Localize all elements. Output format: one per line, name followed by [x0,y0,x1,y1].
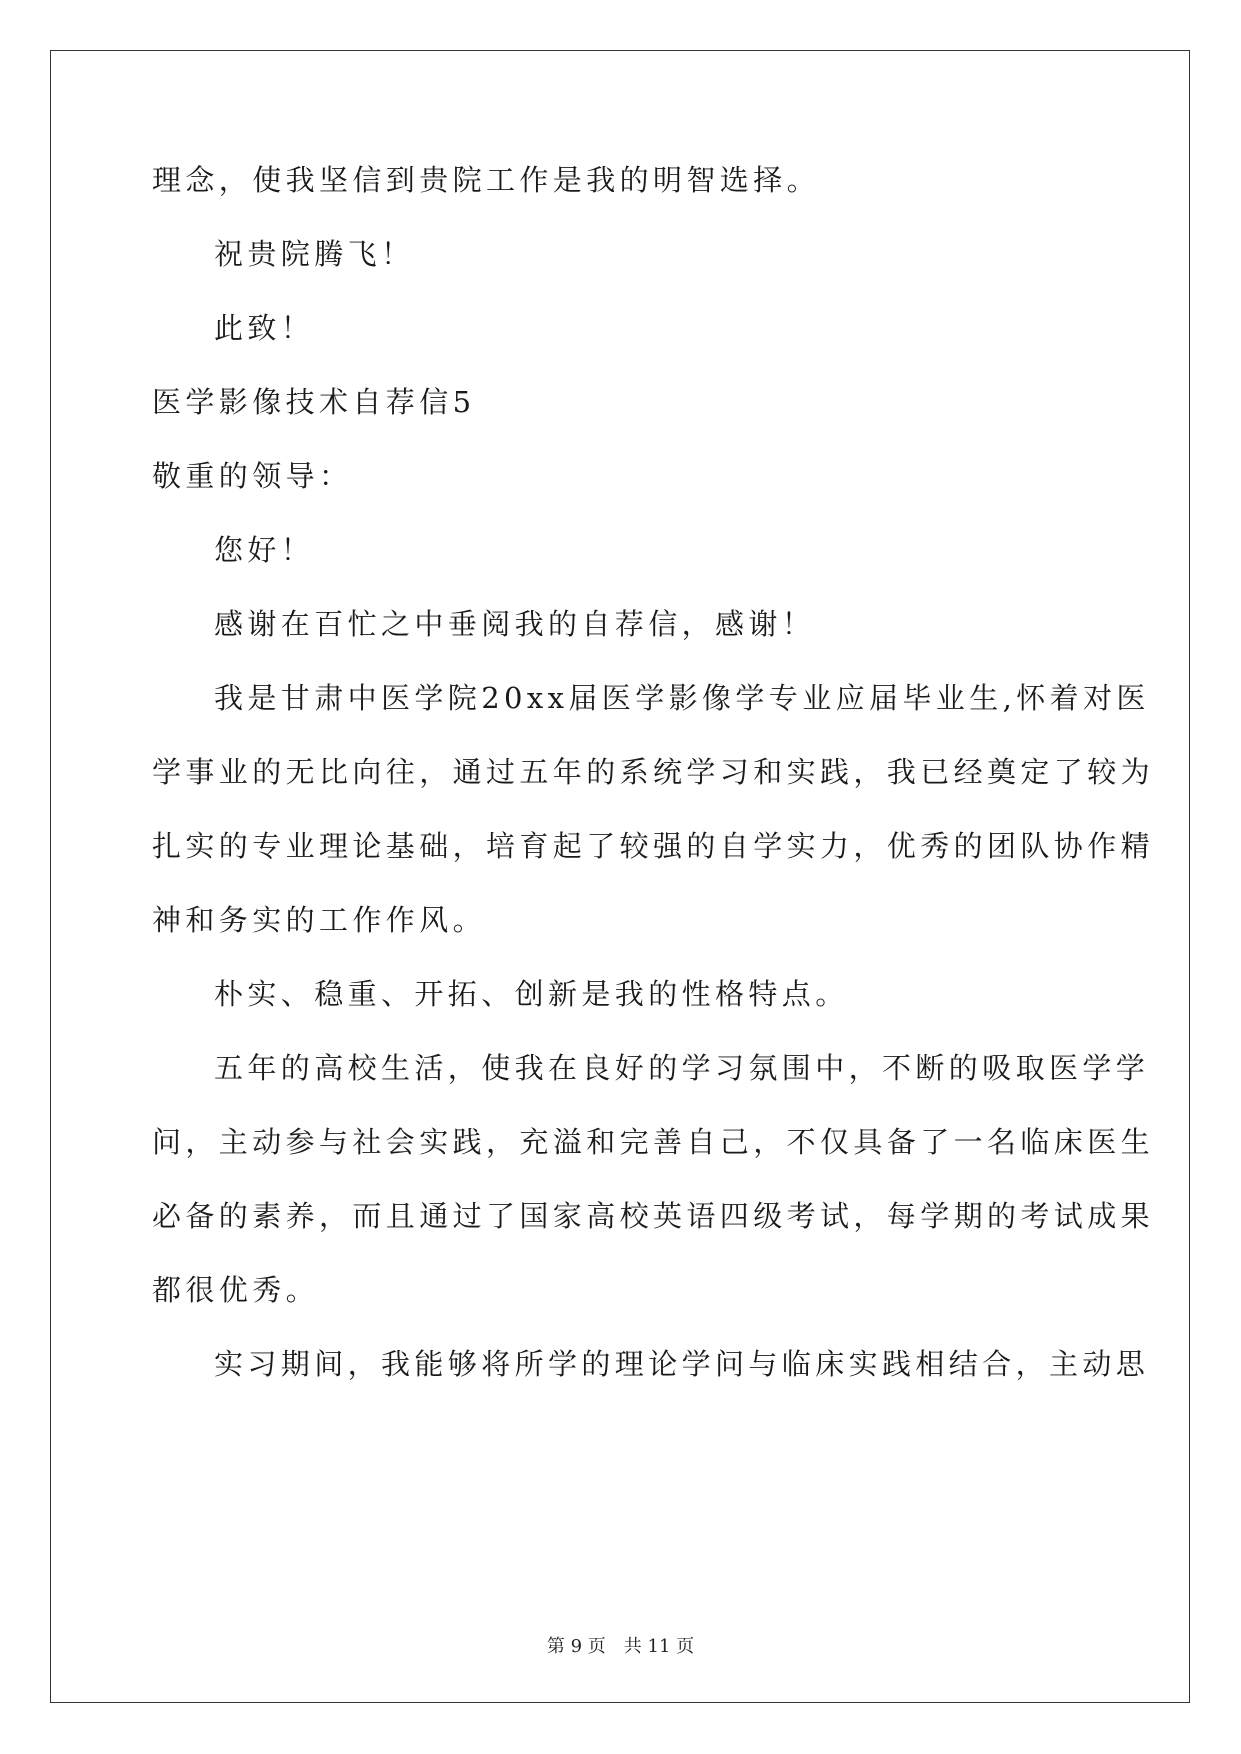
text-line: 感谢在百忙之中垂阅我的自荐信，感谢！ [214,607,816,641]
text-line: 祝贵院腾飞！ [214,237,415,271]
text-line: 扎实的专业理论基础，培育起了较强的自学实力，优秀的团队协作精 [152,829,1155,863]
text-line: 都很优秀。 [152,1273,320,1307]
text-line: 此致！ [214,311,315,345]
greeting: 您好！ [214,533,315,567]
text-line: 必备的素养，而且通过了国家高校英语四级考试，每学期的考试成果 [152,1199,1155,1233]
text-line: 神和务实的工作作风。 [152,903,487,937]
salutation: 敬重的领导： [152,459,353,493]
text-line: 学事业的无比向往，通过五年的系统学习和实践，我已经奠定了较为 [152,755,1155,789]
text-line: 实习期间，我能够将所学的理论学问与临床实践相结合，主动思 [214,1347,1150,1381]
page-border [50,50,1190,1703]
text-line: 问，主动参与社会实践，充溢和完善自己，不仅具备了一名临床医生 [152,1125,1155,1159]
text-line: 五年的高校生活，使我在良好的学习氛围中，不断的吸取医学学 [214,1051,1150,1085]
section-heading: 医学影像技术自荐信5 [152,385,476,419]
text-line: 朴实、稳重、开拓、创新是我的性格特点。 [214,977,849,1011]
text-line: 理念，使我坚信到贵院工作是我的明智选择。 [152,163,821,197]
text-line: 我是甘肃中医学院20xx届医学影像学专业应届毕业生,怀着对医 [214,681,1150,715]
page-number: 第 9 页 共 11 页 [546,1636,695,1657]
